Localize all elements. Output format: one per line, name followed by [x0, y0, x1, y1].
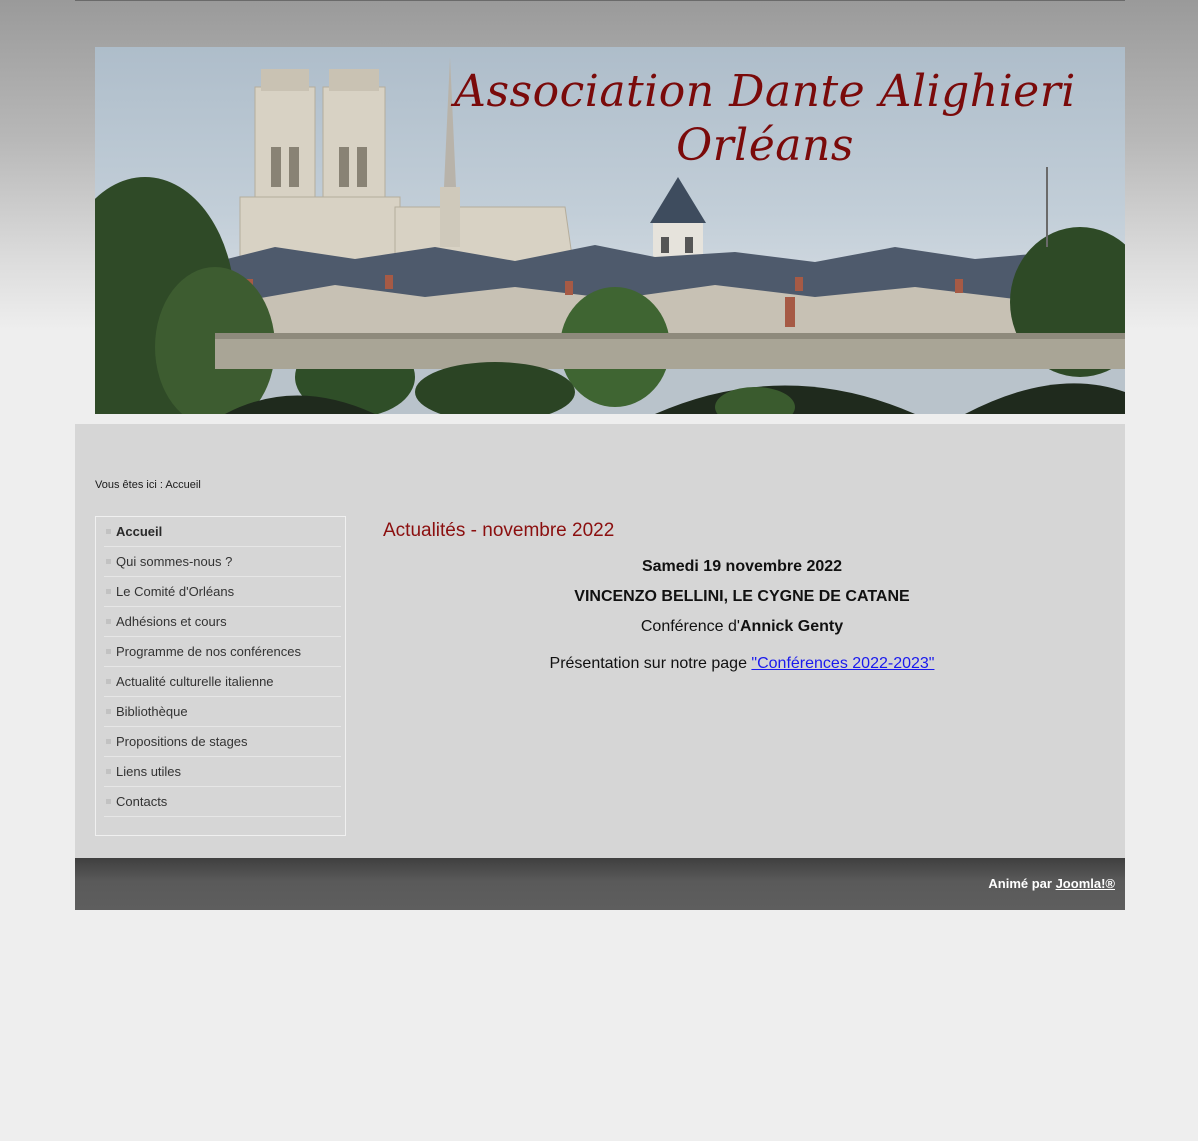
menu-item-comite[interactable]	[104, 577, 341, 607]
breadcrumb-current: Accueil	[165, 479, 201, 491]
top-divider	[75, 0, 1125, 1]
article-presentation	[383, 654, 1101, 674]
bullet-icon	[106, 709, 111, 714]
menu-item-label: Actualité culturelle italienne	[116, 674, 274, 689]
bullet-icon	[106, 679, 111, 684]
bullet-icon	[106, 589, 111, 594]
menu-item-actualite[interactable]	[104, 667, 341, 697]
menu-item-label: Qui sommes-nous ?	[116, 554, 233, 569]
article-speaker	[383, 617, 1101, 637]
bullet-icon	[106, 529, 111, 534]
banner-title	[425, 65, 1105, 173]
menu-item-label: Adhésions et cours	[116, 614, 227, 629]
footer	[75, 858, 1125, 910]
article-headline: VINCENZO BELLINI, LE CYGNE DE CATANE	[574, 588, 910, 605]
menu-item-label: Liens utiles	[116, 764, 182, 779]
menu-item-label: Le Comité d'Orléans	[116, 584, 235, 599]
joomla-link[interactable]: Joomla!®	[1055, 876, 1115, 891]
menu-item-label: Contacts	[116, 794, 168, 809]
header-banner	[95, 47, 1125, 414]
breadcrumb-prefix: Vous êtes ici :	[95, 479, 166, 491]
article-date: Samedi 19 novembre 2022	[641, 558, 843, 575]
bullet-icon	[106, 739, 111, 744]
menu-item-qui-sommes-nous[interactable]	[104, 547, 341, 577]
credit-prefix: Animé par	[988, 876, 1056, 891]
menu-item-label: Accueil	[116, 524, 163, 539]
conferences-link[interactable]: "Conférences 2022-2023"	[751, 655, 935, 672]
bullet-icon	[106, 799, 111, 804]
article-title: Actualités - novembre 2022	[383, 520, 615, 541]
banner-title-line2: Orléans	[676, 120, 854, 171]
menu-item-adhesions[interactable]	[104, 607, 341, 637]
bullet-icon	[106, 619, 111, 624]
footer-credit	[988, 876, 1115, 891]
menu-item-stages[interactable]	[104, 727, 341, 757]
bullet-icon	[106, 559, 111, 564]
main-menu	[95, 516, 346, 836]
speaker-name: Annick Genty	[739, 618, 844, 635]
banner-title-line1: Association Dante Alighieri	[454, 66, 1076, 117]
menu-item-label: Bibliothèque	[116, 704, 188, 719]
breadcrumb	[95, 479, 201, 491]
menu-item-accueil[interactable]	[104, 517, 341, 547]
menu-item-bibliotheque[interactable]	[104, 697, 341, 727]
main-area	[75, 424, 1125, 858]
article	[383, 518, 1101, 674]
menu-item-label: Propositions de stages	[116, 734, 248, 749]
menu-item-liens[interactable]	[104, 757, 341, 787]
bullet-icon	[106, 769, 111, 774]
menu-item-programme[interactable]	[104, 637, 341, 667]
speaker-prefix: Conférence d'	[640, 618, 740, 635]
menu-item-label: Programme de nos conférences	[116, 644, 301, 659]
presentation-prefix: Présentation sur notre page	[549, 655, 752, 672]
menu-item-contacts[interactable]	[104, 787, 341, 817]
bullet-icon	[106, 649, 111, 654]
